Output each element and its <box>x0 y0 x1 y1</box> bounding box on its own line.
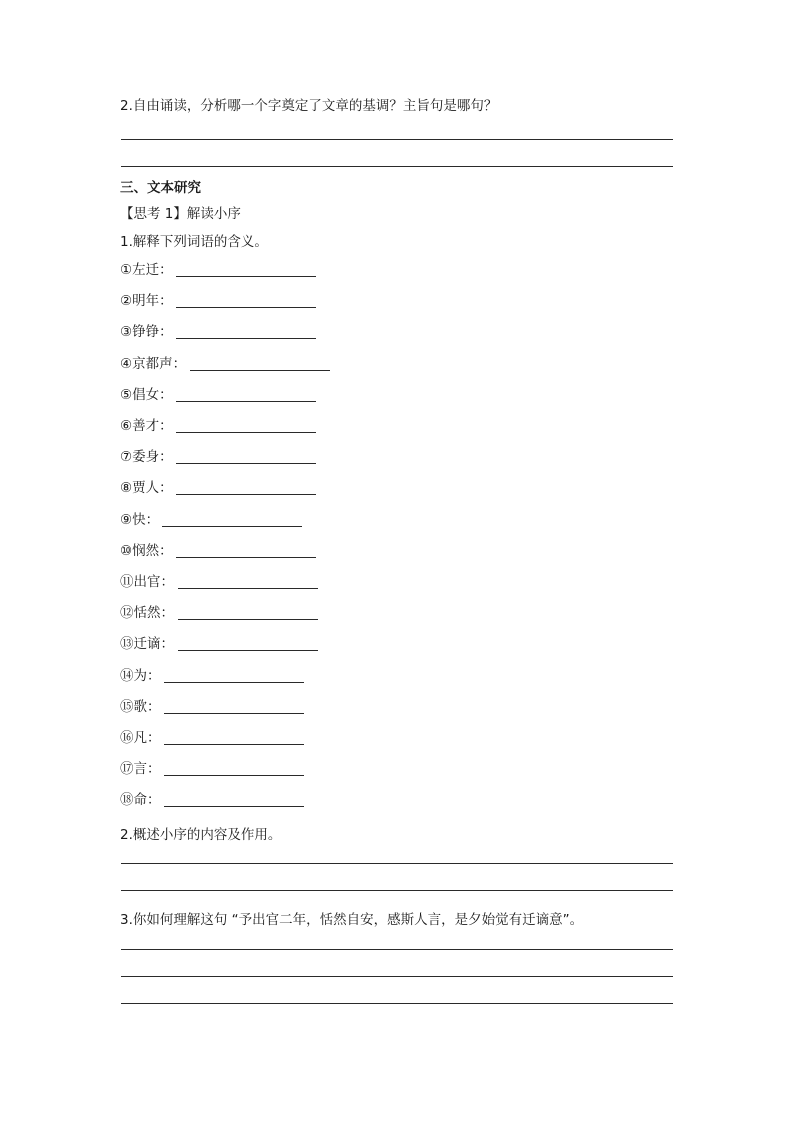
term-answer-blank[interactable] <box>178 619 318 620</box>
term-label: ③铮铮： <box>120 324 173 340</box>
answer-line[interactable] <box>121 139 673 140</box>
term-label: ⑬迁谪： <box>120 636 174 652</box>
term-label: ①左迁： <box>120 262 173 278</box>
term-answer-blank[interactable] <box>164 713 304 714</box>
think-1-title: 【思考 1】解读小序 <box>120 206 241 222</box>
term-answer-blank[interactable] <box>176 494 316 495</box>
answer-line[interactable] <box>121 166 673 167</box>
answer-line[interactable] <box>121 976 673 977</box>
term-label: ⑦委身： <box>120 449 173 465</box>
term-label: ⑤倡女： <box>120 387 173 403</box>
term-label: ⑫恬然： <box>120 605 174 621</box>
term-answer-blank[interactable] <box>178 588 318 589</box>
item-2-title: 2.概述小序的内容及作用。 <box>120 827 282 843</box>
question-2-title: 2.自由诵读，分析哪一个字奠定了文章的基调？主旨句是哪句？ <box>120 98 498 114</box>
term-label: ⑪出官： <box>120 574 174 590</box>
item-3-title: 3.你如何理解这句 “予出官二年，恬然自安，感斯人言，是夕始觉有迁谪意”。 <box>120 912 584 928</box>
term-label: ⑭为： <box>120 668 161 684</box>
term-answer-blank[interactable] <box>164 682 304 683</box>
term-label: ⑰言： <box>120 761 161 777</box>
term-label: ④京都声： <box>120 356 187 372</box>
term-answer-blank[interactable] <box>164 806 304 807</box>
term-label: ⑧贾人： <box>120 480 173 496</box>
term-answer-blank[interactable] <box>176 338 316 339</box>
term-answer-blank[interactable] <box>176 432 316 433</box>
term-label: ⑥善才： <box>120 418 173 434</box>
term-answer-blank[interactable] <box>176 557 316 558</box>
section-title: 三、文本研究 <box>120 180 201 196</box>
answer-line[interactable] <box>121 1003 673 1004</box>
term-label: ⑯凡： <box>120 730 161 746</box>
term-label: ⑱命： <box>120 792 161 808</box>
term-answer-blank[interactable] <box>162 526 302 527</box>
term-answer-blank[interactable] <box>190 370 330 371</box>
answer-line[interactable] <box>121 949 673 950</box>
answer-line[interactable] <box>121 863 673 864</box>
term-label: ⑩悯然： <box>120 543 173 559</box>
term-label: ⑮歌： <box>120 699 161 715</box>
answer-line[interactable] <box>121 890 673 891</box>
term-answer-blank[interactable] <box>176 463 316 464</box>
item-1-title: 1.解释下列词语的含义。 <box>120 234 268 250</box>
term-answer-blank[interactable] <box>164 744 304 745</box>
term-answer-blank[interactable] <box>178 650 318 651</box>
term-answer-blank[interactable] <box>176 401 316 402</box>
term-answer-blank[interactable] <box>164 775 304 776</box>
term-answer-blank[interactable] <box>176 276 316 277</box>
term-label: ⑨快： <box>120 512 160 528</box>
term-answer-blank[interactable] <box>176 307 316 308</box>
term-label: ②明年： <box>120 293 173 309</box>
